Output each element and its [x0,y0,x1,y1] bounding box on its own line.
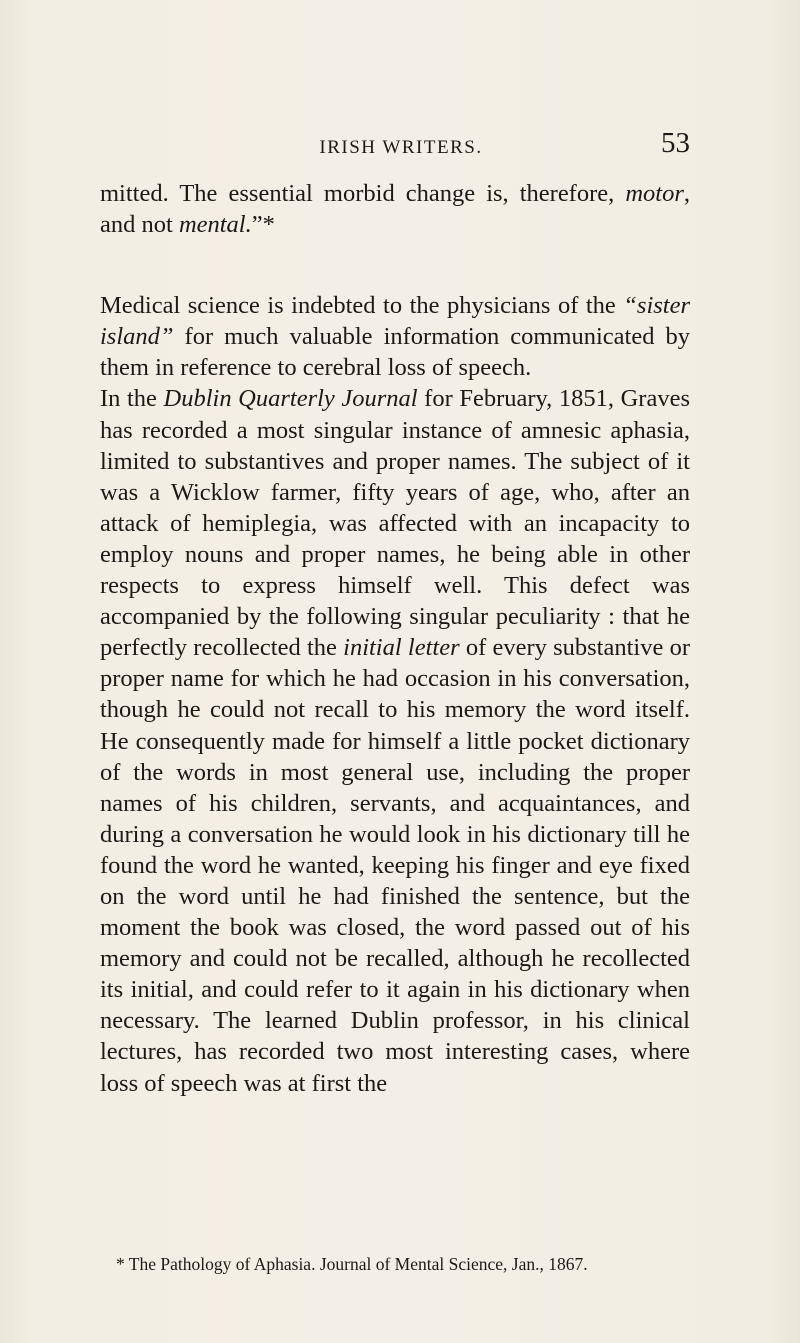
page-header [100,127,690,167]
text-run: of every substantive or proper name for which he had occasion in his conversation, though he could not recall to his memory the word itself. He consequently made for himself a little pocket dictionary of the words in most general use, including the proper names of his children, servants, and acquaintances, and during a conversation he would look in his dictionary till he found the word he wanted, keeping his finger and eye fixed on the word until he had finished the sentence, but the moment the book was closed, the word passed out of his memory and could not be recalled, although he recollected its initial, and could refer to it again in his dictionary when necessary. The learned Dublin professor, in his clinical lectures, has recorded two most interesting cases, where loss of speech was at first the [100,634,690,1097]
footnote: * The Pathology of Aphasia. Journal of Mental Science, Jan., 1867. [116,1254,588,1274]
italic-text: “sister island” [100,292,690,351]
body-text [100,178,690,1099]
italic-text: initial letter [343,634,460,662]
italic-text: mental. [178,211,252,239]
text-run: ”* [251,211,275,239]
paragraph [100,290,690,383]
paragraph-continued [100,178,690,240]
paragraph [100,383,690,1098]
text-run: Medical science is indebted to the physicians of the [100,292,624,320]
italic-text: Dublin Quarterly Journal [163,385,418,413]
text-run: mitted. The essential morbid change is, therefore, [100,180,626,207]
text-run: for much valuable information communicated by them in reference to cerebral loss of speech. [100,323,690,382]
page-number: 53 [661,127,690,159]
text-run: , and not [100,180,690,239]
running-head: IRISH WRITERS. [319,137,483,158]
text-run: In the [100,385,164,413]
paragraph-gap [100,240,690,290]
italic-text: motor [625,180,684,207]
text-run: for February, 1851, Graves has recorded a most singular instance of amnesic aphasia, limited to substantives and proper names. The subject of it was a Wicklow farmer, fifty years of age, who, after an attack of hemiplegia, was affected with an incapacity to employ nouns and proper names, he being able in other respects to express himself well. This defect was accompanied by the following singular peculiarity : that he perfectly recollected the [100,385,690,662]
